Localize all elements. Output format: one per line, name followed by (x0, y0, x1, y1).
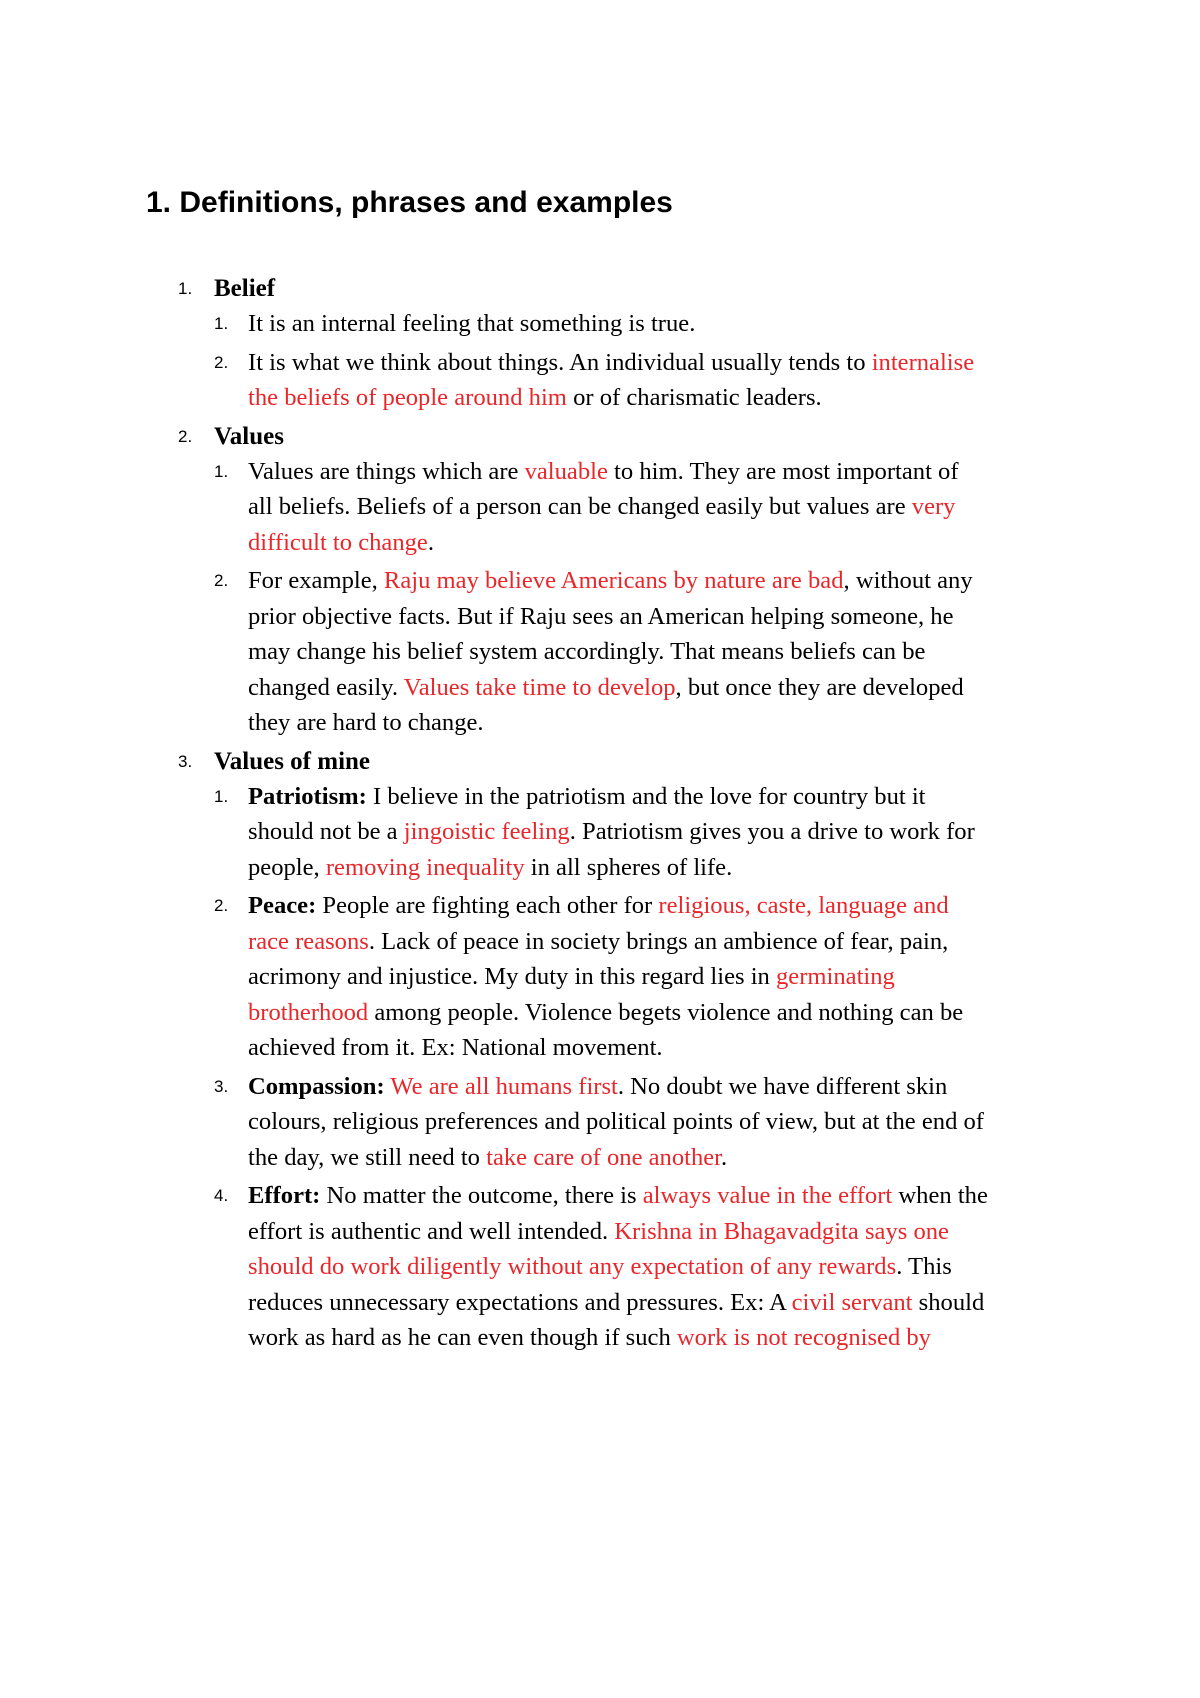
highlight-text: work is not recognised by (676, 1324, 931, 1351)
highlight-text: We are all humans first (390, 1072, 618, 1100)
body-text: . No doubt we have different skin colours, religious preferences and political points of view, but at the end of the day, we still need to (248, 1072, 984, 1171)
body-text: For example, (248, 567, 384, 594)
body-text: , but once they are developed they are hard to change. (248, 673, 964, 736)
highlight-text: civil servant (791, 1288, 913, 1316)
body-text: . (427, 528, 434, 556)
body-text: . This reduces unnecessary expectations and pressures. Ex: A (248, 1253, 952, 1316)
highlight-text: very difficult to change (248, 493, 956, 556)
item-number: 2. (214, 571, 229, 590)
highlight-text: religious, caste, language and race reasons (248, 892, 949, 955)
highlight-text: internalise the beliefs of people around him (248, 348, 975, 411)
item-number: 1. (214, 461, 229, 481)
highlight-text: Krishna in Bhagavadgita says one should do work diligently without any expectation of any rewards (248, 1217, 949, 1280)
highlight-text: Raju may believe Americans by nature are bad (383, 567, 844, 594)
list-item (214, 1178, 988, 1356)
body-text: to him. They are most important of all beliefs. Beliefs of a person can be changed easily but values are (248, 457, 959, 520)
body-text: should work as hard as he can even though if such (248, 1288, 985, 1351)
body-text: Values are things which are (248, 457, 525, 485)
definitions-list (178, 271, 1078, 1359)
highlight-text: always value in the effort (642, 1182, 893, 1209)
body-text: . (721, 1143, 728, 1171)
list-item (214, 563, 988, 741)
section-1 (178, 271, 1078, 416)
list-item (214, 345, 988, 416)
item-label: Peace: (248, 892, 317, 919)
body-text: . Patriotism gives you a drive to work for people, (248, 818, 975, 881)
highlight-text: jingoistic feeling (403, 818, 570, 845)
highlight-text: removing inequality (325, 853, 525, 881)
section-number: 2. (178, 426, 193, 446)
body-text: when the effort is authentic and well intended. (248, 1182, 988, 1245)
item-number: 2. (214, 896, 229, 915)
list-item (214, 306, 988, 342)
item-number: 1. (214, 786, 229, 806)
list-item (214, 779, 988, 886)
item-number: 4. (214, 1186, 229, 1205)
body-text: I believe in the patriotism and the love for country but it should not be a (248, 782, 926, 845)
body-text: among people. Violence begets violence and nothing can be achieved from it. Ex: National movement. (248, 998, 964, 1061)
section-number: 3. (178, 751, 193, 771)
section-3 (178, 744, 1078, 1356)
section-items (214, 454, 1078, 741)
item-label: Patriotism: (248, 782, 367, 810)
body-text: in all spheres of life. (524, 853, 733, 881)
highlight-text: germinating brotherhood (248, 963, 895, 1026)
list-item (214, 1069, 988, 1176)
item-label: Effort: (248, 1182, 321, 1209)
section-title: Values of mine (214, 747, 371, 775)
body-text: , without any prior objective facts. But if Raju sees an American helping someone, he may change his belief system accordingly. That means beliefs can be changed easily. (248, 567, 973, 701)
body-text: . Lack of peace in society brings an ambience of fear, pain, acrimony and injustice. My duty in this regard lies in (248, 927, 949, 990)
highlight-text: take care of one another (486, 1143, 722, 1171)
item-label: Compassion: (248, 1072, 385, 1100)
section-items (214, 779, 1078, 1356)
body-text: or of charismatic leaders. (566, 384, 822, 411)
section-items (214, 306, 1078, 416)
section-title: Values (214, 422, 284, 450)
page-heading: 1. Definitions, phrases and examples (146, 186, 673, 219)
item-number: 1. (214, 314, 229, 333)
list-item (214, 454, 988, 561)
highlight-text: Values take time to develop (403, 673, 676, 701)
body-text: No matter the outcome, there is (320, 1182, 643, 1209)
highlight-text: valuable (524, 457, 608, 485)
item-number: 3. (214, 1076, 229, 1096)
section-number: 1. (178, 279, 193, 298)
body-text: It is what we think about things. An individual usually tends to (248, 348, 872, 376)
list-item (214, 888, 988, 1066)
item-number: 2. (214, 352, 229, 372)
section-title: Belief (214, 275, 276, 302)
body-text: It is an internal feeling that something is true. (248, 310, 696, 337)
body-text: People are fighting each other for (316, 892, 659, 919)
section-2 (178, 419, 1078, 741)
